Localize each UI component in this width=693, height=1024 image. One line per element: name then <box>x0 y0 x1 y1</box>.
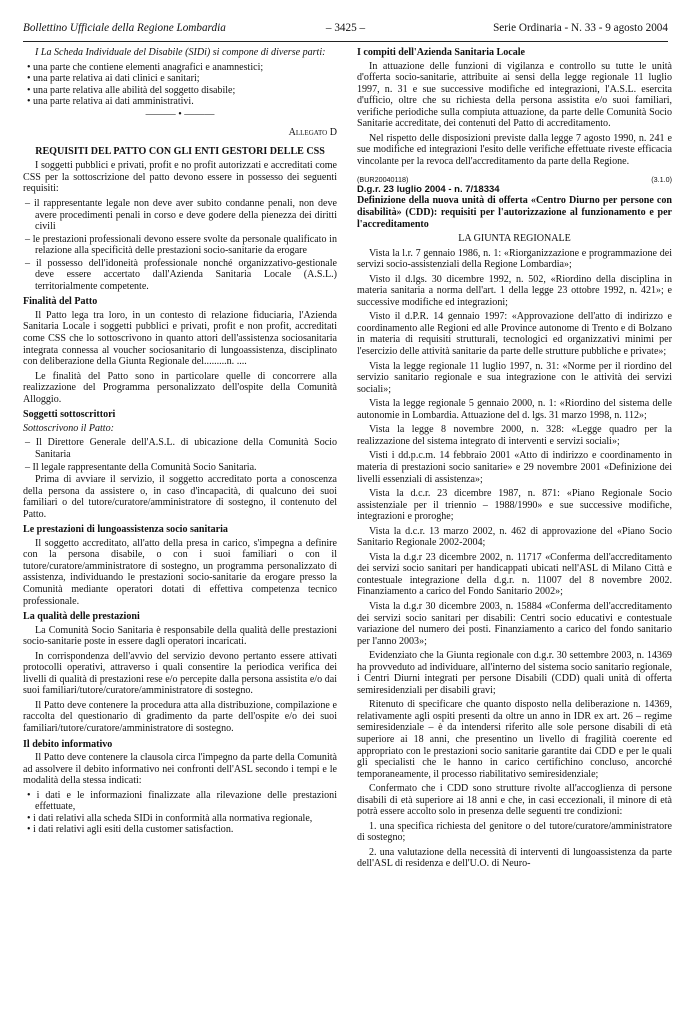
paragraph: Il Patto lega tra loro, in un contesto di relazione fiduciaria, l'Azienda Sanitaria Locale i soggetti pubblici e privati, profit e non profit, accreditati come CSS che lo sottoscrivono in quanto attori dell'assistenza sociosanitaria integrata connessa al voucher sociosanitario di lungoassistenza, disciplinato con deliberazione della Giunta Regionale del.........n. .... <box>23 309 337 368</box>
paragraph: Vista la l.r. 7 gennaio 1986, n. 1: «Riorganizzazione e programmazione dei servizi socio-assistenziali della Regione Lombardia»; <box>357 247 672 271</box>
paragraph: Il Patto deve contenere la procedura atta alla distribuzione, compilazione e raccolta del questionario di gradimento da parte dell'ospite e/o dei suoi familiari/tutore/curatore/amministratore di sostegno. <box>23 699 337 734</box>
paragraph: I soggetti pubblici e privati, profit e no profit autorizzati e accreditati come CSS per la sottoscrizione del patto devono essere in possesso dei seguenti requisiti: <box>23 160 337 195</box>
paragraph: Il Patto deve contenere la clausola circa l'impegno da parte della Comunità ad assolvere il debito informativo nei confronti dell'ASL secondo i tempi e le modalità della stessa indicati: <box>23 752 337 787</box>
paragraph: Confermato che i CDD sono strutture rivolte all'accoglienza di persone disabili di età superiore ai 18 anni e che, in casi eccezionali, il minore di età potrà essere accolto solo in presenza delle seguenti tre condizioni: <box>357 783 672 818</box>
sidi-intro: I La Scheda Individuale del Disabile (SIDi) si compone di diverse parti: <box>35 47 326 58</box>
paragraph: In corrispondenza dell'avvio del servizio devono pertanto essere attivati protocolli operativi, attraverso i quali consentire la periodica verifica dei livelli di qualità di prestazioni rese e/o percepite dalla persona assistita e/o dai suoi familiari/tutore/curatore/amministratore di sostegno. <box>23 650 337 697</box>
paragraph: La Comunità Socio Sanitaria è responsabile della qualità delle prestazioni socio-sanitarie poste in essere dagli operatori incaricati. <box>23 624 337 648</box>
paragraph: Vista la d.c.r. 13 marzo 2002, n. 462 di approvazione del «Piano Socio Sanitario Regionale 2002-2004; <box>357 525 672 549</box>
paragraph: Visto il d.P.R. 14 gennaio 1997: «Approvazione dell'atto di indirizzo e coordinamento alle Regioni ed alle Province autonome di Trento e di Bolzano in materia di requisiti strutturali, tecnologici ed organizzativi minimi per l'esercizio delle attività sanitarie da parte delle strutture pubbliche e private»; <box>357 311 672 358</box>
allegato-label: Allegato D <box>288 127 337 139</box>
section-separator: ——— • ——— <box>145 108 215 120</box>
paragraph: Le finalità del Patto sono in particolare quelle di concorrere alla realizzazione del Programma personalizzato dell'ospite della Comunità Alloggio. <box>23 370 337 405</box>
section-heading: Il debito informativo <box>23 738 113 750</box>
list-item: • una parte relativa ai dati clinici e sanitari; <box>27 73 200 85</box>
paragraph: Vista la legge regionale 11 luglio 1997, n. 31: «Norme per il riordino del servizio sanitario regionale e sua integrazione con le attività dei servizi sociali»; <box>357 360 672 395</box>
list-item: – Il Direttore Generale dell'A.S.L. di ubicazione della Comunità Socio Sanitaria <box>25 437 337 460</box>
list-item: 2. una valutazione della necessità di interventi di lungoassistenza da parte dell'ASL di residenza e dell'U.O. di Neuro- <box>357 846 672 870</box>
giunta-heading: LA GIUNTA REGIONALE <box>458 233 571 245</box>
list-item: • una parte che contiene elementi anagrafici e anamnestici; <box>27 61 264 73</box>
section-title: REQUISITI DEL PATTO CON GLI ENTI GESTORI DELLE CSS <box>35 145 325 157</box>
header-rule <box>23 41 668 42</box>
list-item: – il rappresentante legale non deve aver subito condanne penali, non deve avere procedimenti penali in corso e deve godere della pienezza dei diritti civili <box>25 198 337 233</box>
bur-tag <box>357 175 672 184</box>
paragraph: Sottoscrivono il Patto: <box>23 422 114 434</box>
list-item: • i dati relativi agli esiti della customer satisfaction. <box>27 824 234 836</box>
section-heading: Le prestazioni di lungoassistenza socio sanitaria <box>23 524 228 536</box>
right-column <box>357 47 672 873</box>
dgr-reference: D.g.r. 23 luglio 2004 - n. 7/18334 <box>357 184 500 196</box>
section-heading: Soggetti sottoscrittori <box>23 409 116 421</box>
dgr-title: Definizione della nuova unità di offerta «Centro Diurno per persone con disabilità» (CDD): requisiti per l'autorizzazione al funzionamento e per l'accreditamento <box>357 195 672 230</box>
section-heading: La qualità delle prestazioni <box>23 611 140 623</box>
paragraph: Vista la legge 8 novembre 2000, n. 328: «Legge quadro per la realizzazione del sistema integrato di interventi e servizi sociali»; <box>357 424 672 447</box>
paragraph: Vista la d.c.r. 23 dicembre 1987, n. 871: «Piano Regionale Socio assistenziale per il triennio – 1988/1990» e sue successive modifiche, integrazioni e proroghe; <box>357 488 672 523</box>
paragraph: Evidenziato che la Giunta regionale con d.g.r. 30 settembre 2003, n. 14369 ha provveduto ad individuare, all'interno del sistema socio sanitario regionale, i Centri Diurni integrati per persone Disabili (CDD) quali unità di offerta semiresidenziali per disabili gravi; <box>357 650 672 696</box>
list-item: – le prestazioni professionali devono essere svolte da personale qualificato in relazione alla specificità delle prestazioni socio-sanitarie da erogare <box>25 233 337 257</box>
page-number: – 3425 – <box>325 22 366 34</box>
left-column <box>23 47 337 836</box>
list-item: – Il legale rappresentante della Comunità Socio Sanitaria. <box>25 461 257 473</box>
series-info: Serie Ordinaria - N. 33 - 9 agosto 2004 <box>493 22 668 34</box>
list-item: • una parte relativa ai dati amministrativi. <box>27 96 194 108</box>
paragraph: In attuazione delle funzioni di vigilanza e controllo su tutte le unità d'offerta socio-sanitarie, attribuite ai sensi della legge regionale 11 luglio 1997, n. 31 e sue successive modifiche ed integrazioni, l'A.S.L. esercita d'ufficio, oltre che su richiesta della persona assistita e/o suoi familiari, verifiche periodiche sulla compiuta attuazione, da parte delle Comunità Socio Sanitarie accreditate, dei contenuti del Patto di accreditamento. <box>357 60 672 130</box>
paragraph: Il soggetto accreditato, all'atto della presa in carico, s'impegna a definire con la persona disabile, o con i suoi familiari o con il tutore/curatore/amministratore di sostegno, un programma personalizzato di assistenza, individuando le prestazioni socio-sanitarie da erogare presso la Comunità mediante operatori dotati di effettiva competenza tecnico professionale. <box>23 537 337 607</box>
paragraph: Vista la legge regionale 5 gennaio 2000, n. 1: «Riordino del sistema delle autonomie in Lombardia. Attuazione del d. lgs. 31 marzo 1998, n. 112»; <box>357 398 672 421</box>
page-header <box>23 22 668 38</box>
paragraph: Nel rispetto delle disposizioni previste dalla legge 7 agosto 1990, n. 241 e sue modifiche ed integrazioni l'esito delle verifiche effettuate riveste efficacia vincolante per la revoca dell'accreditamento da parte della Regione. <box>357 132 672 167</box>
list-item: • i dati e le informazioni finalizzate alla rilevazione delle prestazioni effettuate, <box>27 789 337 813</box>
paragraph: Visto il d.lgs. 30 dicembre 1992, n. 502, «Riordino della disciplina in materia sanitaria a norma dell'art. 1 della legge 23 ottobre 1992, n. 421»; e successive modifiche ed integrazioni; <box>357 273 672 308</box>
list-item: – il possesso dell'idoneità professionale nonché organizzativo-gestionale deve essere accertato dall'Azienda Sanitaria Locale (A.S.L.) territorialmente competente. <box>25 257 337 292</box>
bur-section: (3.1.0) <box>651 175 672 185</box>
paragraph: Vista la d.g.r 30 dicembre 2003, n. 15884 «Conferma dell'accreditamento dei servizi socio sanitari per disabili: Centri socio educativi e contestuale variazione del numero dei posti. Finanziamento a carico del fondo sanitario per l'anno 2003»; <box>357 600 672 647</box>
section-heading: Finalità del Patto <box>23 296 98 308</box>
list-item: 1. una specifica richiesta del genitore o del tutore/curatore/amministratore di sostegno; <box>357 820 672 844</box>
bur-code: (BUR20040118) <box>357 175 409 185</box>
publication-title: Bollettino Ufficiale della Regione Lombardia <box>23 22 226 34</box>
list-item: • i dati relativi alla scheda SIDi in conformità alla normativa regionale, <box>27 812 313 824</box>
list-item: • una parte relativa alle abilità del soggetto disabile; <box>27 84 236 96</box>
paragraph: Ritenuto di specificare che quanto disposto nella deliberazione n. 14369, relativamente agli ospiti presenti da oltre un anno in IDR ex art. 26 – regime semiresidenziale – è da intendersi riferito alle sole persone disabili di età superiore ai 18 anni, che presentino un livello di fragilità coerente ed appropriato con le prestazioni socio sanitarie garantite dai CDD e per le quali gli specialisti che le hanno in carico certifichino concluso, ancorché temporaneamente, il processo riabilitativo semiresidenziale; <box>357 699 672 780</box>
paragraph: Prima di avviare il servizio, il soggetto accreditato porta a conoscenza della persona da assistere o, in caso d'incapacità, di qualcuno dei suoi familiari o del tutore/curatore/amministratore di sostegno, il contenuto del Patto. <box>23 474 337 520</box>
paragraph: Vista la d.g.r 23 dicembre 2002, n. 11717 «Conferma dell'accreditamento dei servizi socio sanitari per handicappati ubicati nell'ASL di Milano Città e contestuale integrazione della d.g.r. n. 11007 del 8 novembre 2002. Finanziamento a carico del Fondo Sanitario 2002»; <box>357 551 672 598</box>
paragraph: Visti i dd.p.c.m. 14 febbraio 2001 «Atto di indirizzo e coordinamento in materia di prestazioni socio sanitarie» e 29 novembre 2001 «Definizione dei livelli essenziali di assistenza»; <box>357 450 672 485</box>
section-heading: I compiti dell'Azienda Sanitaria Locale <box>357 47 526 58</box>
